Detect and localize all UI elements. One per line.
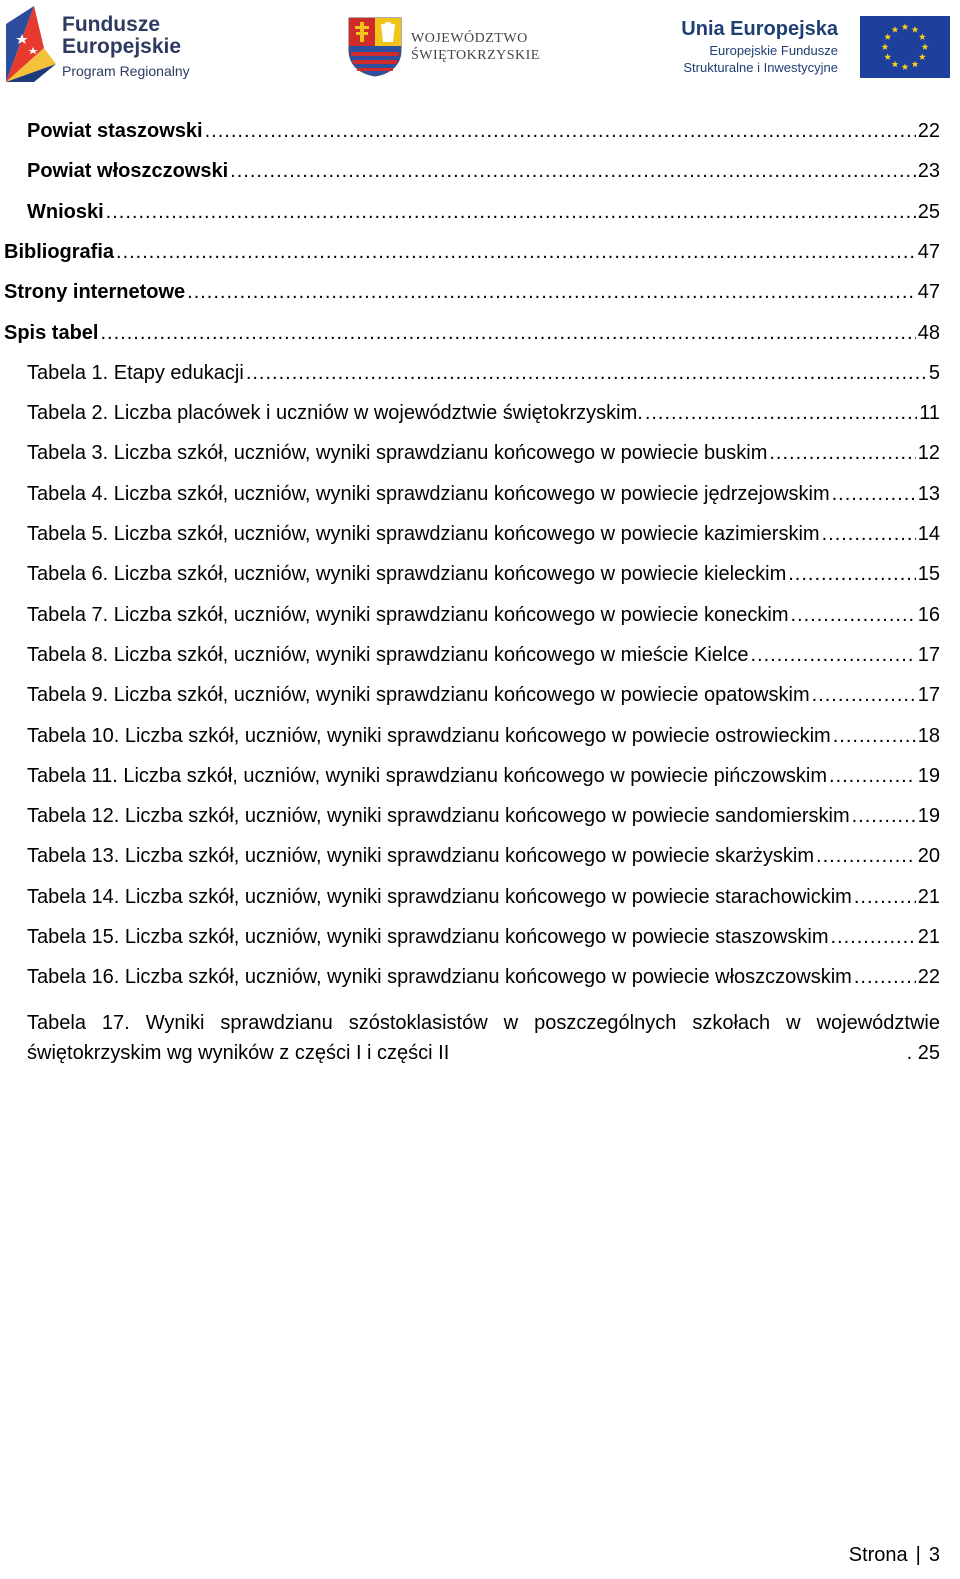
toc-leader-dots (812, 680, 916, 710)
toc-entry[interactable] (27, 358, 940, 388)
fundusze-title-line2: Europejskie (62, 35, 182, 58)
toc-entry[interactable] (4, 237, 940, 267)
footer-label: Strona (848, 1544, 908, 1566)
page-number: 3 (928, 1544, 940, 1566)
toc-entry-page: 21 (917, 926, 940, 948)
toc-entry-label: Tabela 12. Liczba szkół, uczniów, wyniki sprawdzianu końcowego w powiecie sandomierskim (27, 805, 850, 828)
toc-entry-17-page: . 25 (906, 1042, 940, 1064)
toc-entry-label: Tabela 8. Liczba szkół, uczniów, wyniki sprawdzianu końcowego w mieście Kielce (27, 643, 749, 666)
toc-entry-17-line1: Tabela 17. Wyniki sprawdzianu szóstoklasistów w poszczególnych szkołach w województwie (27, 1012, 940, 1034)
toc-entry-page: 5 (928, 361, 940, 384)
toc-entry[interactable] (27, 197, 940, 227)
toc-entry-label: Tabela 6. Liczba szkół, uczniów, wyniki sprawdzianu końcowego w powiecie kieleckim (27, 563, 787, 586)
toc-entry-label: Tabela 11. Liczba szkół, uczniów, wyniki sprawdzianu końcowego w powiecie pińczowskim (27, 764, 828, 787)
ue-line1: Europejskie Fundusze (709, 43, 838, 58)
toc-entry[interactable] (27, 841, 940, 871)
toc-leader-dots (852, 801, 916, 831)
eu-flag-icon (860, 16, 950, 78)
toc-entry[interactable] (27, 398, 940, 428)
toc-entry[interactable] (27, 801, 940, 831)
toc-entry-tabela-17[interactable] (27, 1008, 940, 1068)
toc-entry-label: Strony internetowe (4, 281, 186, 304)
wojewodztwo-line1: WOJEWÓDZTWO (411, 31, 528, 46)
toc-entry-page: 47 (917, 240, 940, 263)
toc-entry-page: 17 (917, 643, 940, 666)
toc-leader-dots (816, 841, 916, 871)
wojewodztwo-line2: ŚWIĘTOKRZYSKIE (411, 48, 540, 63)
toc-entry[interactable] (27, 600, 940, 630)
toc-entry[interactable] (27, 721, 940, 751)
toc-entry-page: 12 (917, 442, 940, 465)
toc-leader-dots (854, 962, 916, 992)
toc-leader-dots (645, 398, 917, 428)
toc-leader-dots (116, 237, 916, 267)
toc-entry[interactable] (27, 559, 940, 589)
toc-leader-dots (822, 519, 916, 549)
toc-entry-page: 17 (917, 684, 940, 707)
toc-leader-dots (205, 116, 916, 146)
ue-title: Unia Europejska (681, 18, 838, 40)
toc-leader-dots (854, 882, 916, 912)
toc-entry-page: 19 (917, 764, 940, 787)
toc-entry[interactable] (27, 882, 940, 912)
toc-entry-17-line2: świętokrzyskim wg wyników z części I i części II (27, 1042, 450, 1064)
toc-entry[interactable] (27, 680, 940, 710)
toc-entry[interactable] (4, 277, 940, 307)
toc-entry-label: Tabela 14. Liczba szkół, uczniów, wyniki sprawdzianu końcowego w powiecie starachowickim (27, 885, 852, 908)
toc-entry[interactable] (27, 761, 940, 791)
page-header (0, 0, 960, 90)
toc-entry-label: Bibliografia (4, 240, 115, 263)
toc-entry-label: Powiat włoszczowski (27, 160, 229, 183)
toc-leader-dots (106, 197, 916, 227)
toc-entry-label: Powiat staszowski (27, 120, 203, 142)
toc-entry-label: Tabela 3. Liczba szkół, uczniów, wyniki sprawdzianu końcowego w powiecie buskim (27, 442, 768, 465)
fundusze-europejskie-mark-icon (4, 4, 60, 84)
toc-leader-dots (790, 600, 915, 630)
toc-entry[interactable] (27, 962, 940, 992)
unia-europejska-logo (660, 12, 950, 82)
toc-entry-page: 23 (917, 160, 940, 183)
toc-entry-label: Wnioski (27, 200, 104, 223)
toc-leader-dots (246, 358, 927, 388)
toc-entry-page: 16 (917, 603, 940, 626)
toc-entry-page: 20 (917, 845, 940, 868)
toc-leader-dots (769, 438, 915, 468)
toc-entry[interactable] (27, 519, 940, 549)
toc-entry[interactable] (27, 156, 940, 186)
toc-entry[interactable] (27, 479, 940, 509)
toc-entry-page: 22 (917, 120, 940, 142)
toc-entry[interactable] (27, 922, 940, 952)
toc-leader-dots (788, 559, 916, 589)
toc-entry-page: 47 (917, 281, 940, 304)
toc-entry-label: Tabela 7. Liczba szkół, uczniów, wyniki sprawdzianu końcowego w powiecie koneckim (27, 603, 789, 626)
toc-entry-page: 13 (917, 482, 940, 505)
footer-separator: | (915, 1544, 921, 1566)
coat-of-arms-icon (345, 14, 405, 78)
toc-leader-dots (100, 318, 915, 348)
fundusze-title-line1: Fundusze (62, 13, 160, 36)
toc-entry[interactable] (27, 640, 940, 670)
toc-entry-label: Tabela 2. Liczba placówek i uczniów w województwie świętokrzyskim. (27, 402, 643, 425)
toc-entry-page: 19 (917, 805, 940, 828)
toc-leader-dots (230, 156, 916, 186)
toc-entry-label: Tabela 5. Liczba szkół, uczniów, wyniki sprawdzianu końcowego w powiecie kazimierskim (27, 523, 820, 545)
toc-entry-page: 22 (917, 966, 940, 989)
toc-entry-label: Tabela 15. Liczba szkół, uczniów, wyniki sprawdzianu końcowego w powiecie staszowskim (27, 926, 829, 948)
fundusze-subtitle: Program Regionalny (62, 63, 190, 79)
toc-entry-label: Tabela 16. Liczba szkół, uczniów, wyniki sprawdzianu końcowego w powiecie włoszczowskim (27, 966, 852, 989)
toc-entry[interactable] (27, 116, 940, 146)
toc-entry-page: 48 (917, 321, 940, 344)
toc-entry-label: Tabela 10. Liczba szkół, uczniów, wyniki sprawdzianu końcowego w powiecie ostrowieckim (27, 724, 831, 747)
toc-entry-page: 11 (919, 402, 940, 425)
toc-leader-dots (832, 479, 916, 509)
toc-entry-label: Tabela 9. Liczba szkół, uczniów, wyniki sprawdzianu końcowego w powiecie opatowskim (27, 684, 810, 707)
toc-entry[interactable] (27, 438, 940, 468)
toc-entry-page: 14 (917, 523, 940, 545)
toc-leader-dots (830, 922, 915, 952)
wojewodztwo-swietokrzyskie-logo (345, 14, 545, 80)
page-footer (849, 1540, 940, 1570)
toc-entry-page: 21 (917, 885, 940, 908)
toc-entry-page: 18 (917, 724, 940, 747)
toc-entry-page: 25 (917, 200, 940, 223)
toc-leader-dots (750, 640, 915, 670)
toc-entry-label: Tabela 1. Etapy edukacji (27, 361, 244, 384)
toc-leader-dots (829, 761, 916, 791)
fundusze-europejskie-logo (4, 4, 204, 84)
ue-line2: Strukturalne i Inwestycyjne (683, 60, 838, 75)
toc-entry-label: Tabela 13. Liczba szkół, uczniów, wyniki sprawdzianu końcowego w powiecie skarżyskim (27, 845, 815, 868)
toc-leader-dots (833, 721, 916, 751)
toc-entry-page: 15 (917, 563, 940, 586)
toc-entry-label: Tabela 4. Liczba szkół, uczniów, wyniki sprawdzianu końcowego w powiecie jędrzejowskim (27, 482, 830, 505)
toc-entry[interactable] (4, 318, 940, 348)
toc-entry-label: Spis tabel (4, 321, 99, 344)
toc-leader-dots (187, 277, 916, 307)
